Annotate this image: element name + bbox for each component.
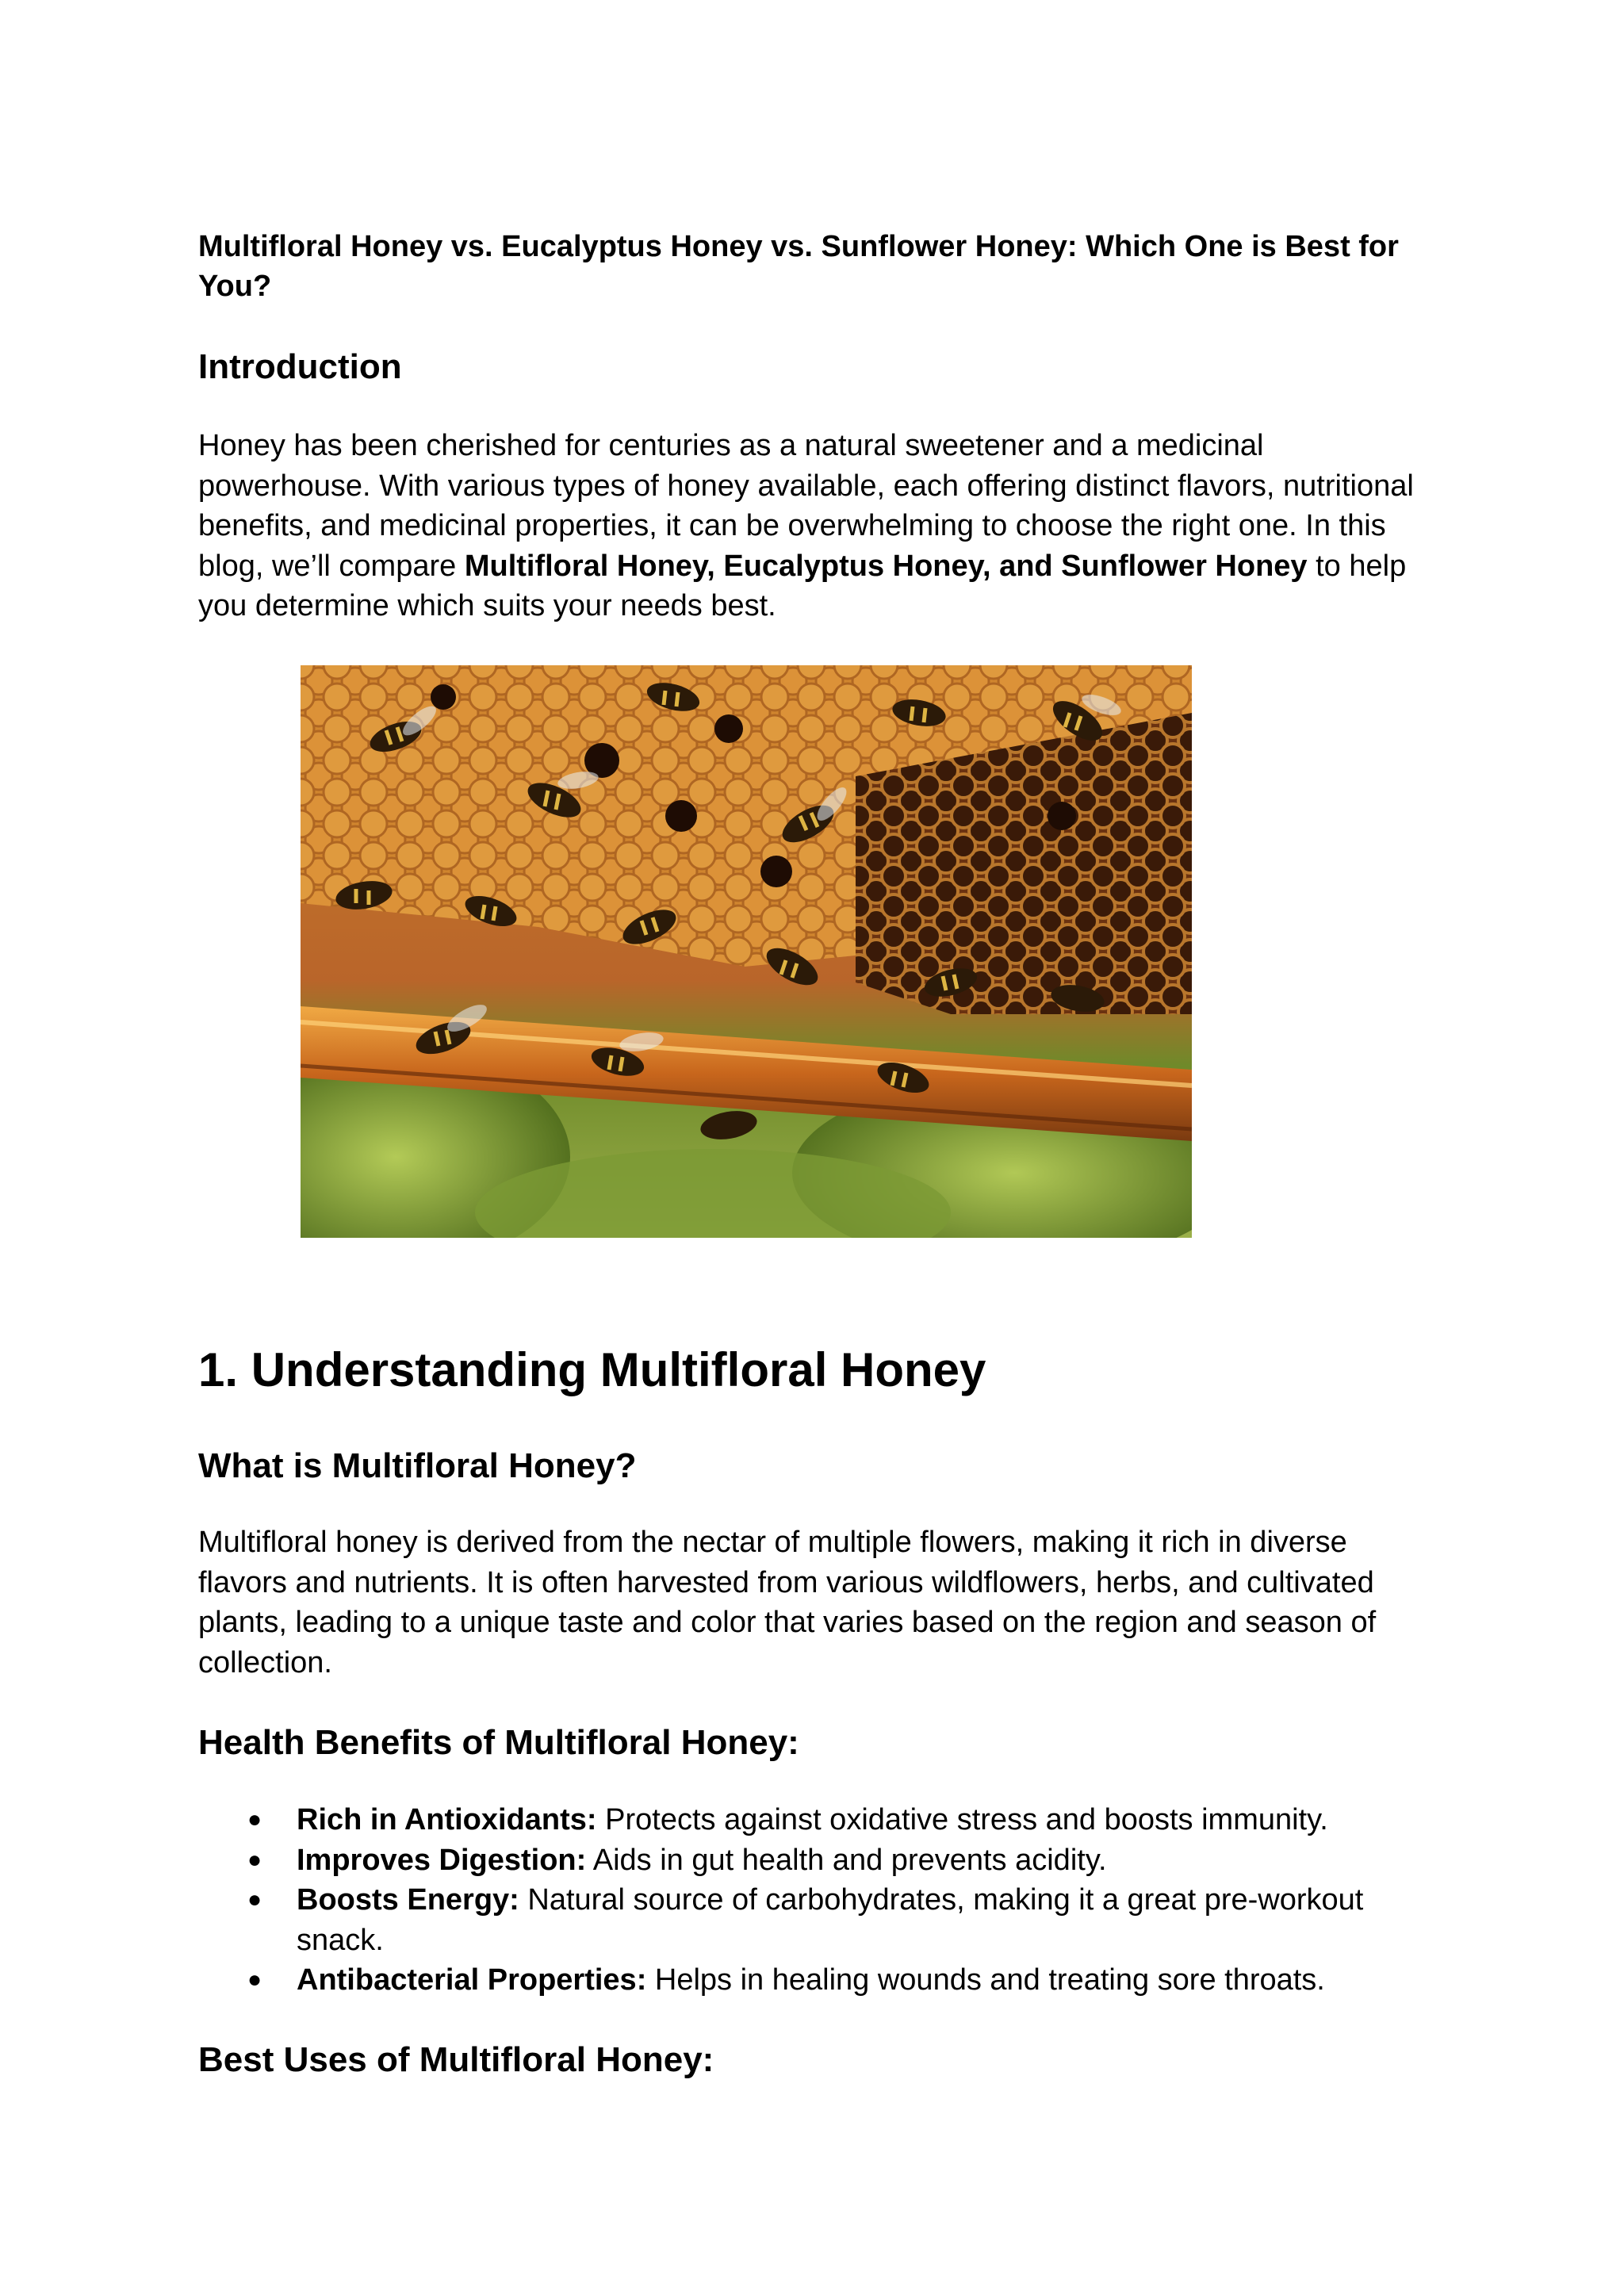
what-is-multifloral-paragraph: Multifloral honey is derived from the nectar of multiple flowers, making it rich in diverse flavors and nutrients. It is often harvested from various wildflowers, herbs, and cultivated plants, leading to a unique taste and color that varies based on the region and season of collection. bbox=[198, 1526, 1377, 1679]
bullet-icon: ● bbox=[247, 1846, 262, 1873]
benefit-text: Protects against oxidative stress and boosts immunity. bbox=[596, 1803, 1328, 1836]
document-title: Multifloral Honey vs. Eucalyptus Honey vs. Sunflower Honey: Which One is Best for You? bbox=[198, 230, 1399, 303]
health-benefits-heading: Health Benefits of Multifloral Honey: bbox=[198, 1723, 799, 1762]
list-item bbox=[198, 1800, 1435, 1840]
list-item bbox=[198, 1960, 1435, 2001]
benefit-text: Aids in gut health and prevents acidity. bbox=[586, 1843, 1107, 1877]
what-is-multifloral-heading: What is Multifloral Honey? bbox=[198, 1446, 637, 1485]
bullet-icon: ● bbox=[247, 1886, 262, 1913]
benefit-text: Helps in healing wounds and treating sore throats. bbox=[646, 1963, 1325, 1997]
bullet-icon: ● bbox=[247, 1967, 262, 1993]
benefit-label: Improves Digestion: bbox=[297, 1843, 587, 1877]
intro-paragraph bbox=[198, 426, 1435, 626]
intro-text-start: Honey has been cherished for centuries as a natural sweetener and a medicinal powerhouse. With various types of honey available, each offering distinct flavors, nutritional benefits, and medicinal properties, it can be overwhelming to choose the right one. In this blog, we’ll compare bbox=[198, 429, 1414, 583]
intro-heading: Introduction bbox=[198, 347, 402, 386]
list-item bbox=[198, 1840, 1435, 1881]
benefit-label: Boosts Energy: bbox=[297, 1883, 519, 1917]
health-benefits-list bbox=[198, 1800, 1435, 2001]
benefit-text: Natural source of carbohydrates, making it a great pre-workout snack. bbox=[297, 1883, 1364, 1957]
bullet-icon: ● bbox=[247, 1806, 262, 1833]
best-uses-heading: Best Uses of Multifloral Honey: bbox=[198, 2040, 714, 2079]
list-item bbox=[198, 1880, 1435, 1960]
intro-text-bold: Multifloral Honey, Eucalyptus Honey, and Sunflower Honey bbox=[464, 549, 1308, 583]
honeycomb-bees-image bbox=[301, 665, 1192, 1238]
section-1-heading: 1. Understanding Multifloral Honey bbox=[198, 1343, 986, 1396]
intro-text-end: to help you determine which suits your needs best. bbox=[198, 549, 1407, 622]
benefit-label: Antibacterial Properties: bbox=[297, 1963, 647, 1997]
benefit-label: Rich in Antioxidants: bbox=[297, 1803, 597, 1836]
